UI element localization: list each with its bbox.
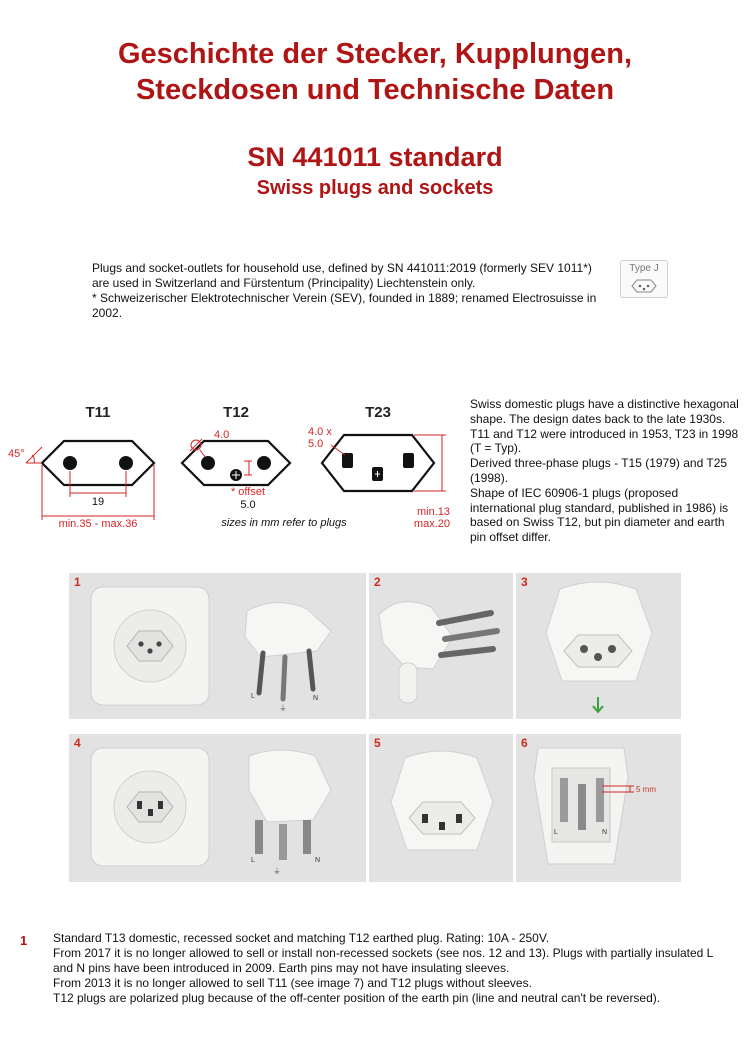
panel-number: 2	[374, 575, 381, 589]
pin-spacing-label: 19	[91, 496, 105, 508]
photo-panel-1	[69, 573, 366, 719]
note-text	[53, 931, 713, 1006]
standard-heading: SN 441011 standard	[247, 142, 503, 172]
note-line-1: Standard T13 domestic, recessed socket and matching T12 earthed plug. Rating: 10A - 250V.	[53, 931, 550, 945]
page-title-line2: Steckdosen und Technische Daten	[135, 74, 615, 106]
pin-label-n: N	[315, 857, 321, 864]
flat-pin-size-a: 4.0 x	[308, 426, 332, 438]
t11-plug-outline	[42, 441, 154, 485]
panel-number: 6	[521, 736, 528, 750]
panel-number: 1	[74, 575, 81, 589]
note-line-4: T12 plugs are polarized plug because of the off-center position of the earth pin (line and neutral can't be reversed).	[53, 991, 661, 1005]
side-paragraph-1: Swiss domestic plugs have a distinctive hexagonal shape. The design dates back to the late 1930s. T11 and T12 were introduced in 1953, T23 in 1998 (T = Typ).	[470, 397, 739, 456]
panel-number: 4	[74, 736, 81, 750]
pin-label-earth: ⏚	[279, 704, 287, 713]
flat-pin-size-b: 5.0	[308, 438, 324, 450]
photo-panel-2	[369, 573, 513, 719]
measure-label: 5 mm	[636, 785, 656, 794]
intro-text	[92, 261, 597, 321]
photo-grid	[69, 573, 681, 882]
intro-paragraph-2: * Schweizerischer Elektrotechnischer Verein (SEV), founded in 1889; renamed Electrosuisse in 2002.	[92, 291, 597, 320]
pin-diameter-label: 4.0	[214, 429, 230, 441]
pin-label-n: N	[602, 829, 608, 836]
side-paragraph-3: Shape of IEC 60906-1 plugs (proposed international plug standard, published in 1986) is based on Swiss T12, but pin diameter and earth pin offset differ.	[470, 485, 729, 545]
note-number: 1	[20, 933, 28, 948]
label-t12: T12	[223, 404, 249, 421]
panel-number: 5	[374, 736, 381, 750]
height-min-label: min.13	[416, 506, 450, 518]
pin-label-n: N	[313, 695, 319, 702]
label-t11: T11	[85, 404, 111, 421]
note-line-3: From 2013 it is no longer allowed to sell T11 (see image 7) and T12 plugs without sleeves.	[53, 976, 532, 990]
height-max-label: max.20	[413, 518, 450, 530]
note-line-2: From 2017 it is no longer allowed to sell or install non-recessed sockets (see nos. 12 and 13). Plugs with partially insulated L and N pins have been introduced in 2009. Earth pins may not have insulating sleeves.	[53, 946, 713, 975]
offset-note: * offset	[230, 486, 266, 498]
offset-value: 5.0	[240, 499, 256, 511]
photo-panel-4	[69, 734, 366, 882]
side-description	[470, 397, 742, 545]
pin-label-earth: ⏚	[273, 867, 281, 876]
pin-label-l: L	[251, 857, 255, 864]
subtitle: Swiss plugs and sockets	[256, 177, 494, 199]
pin-label-l: L	[554, 829, 558, 836]
angle-label: 45°	[8, 448, 25, 460]
type-j-label: Type J	[629, 263, 659, 274]
plug-dimension-diagram	[0, 395, 462, 535]
t12-plug-outline	[182, 441, 290, 485]
photo-panel-5	[369, 734, 513, 882]
t23-plug-outline	[322, 435, 434, 491]
label-t23: T23	[365, 404, 391, 421]
type-j-badge	[620, 260, 668, 298]
width-range-label: min.35 - max.36	[58, 518, 138, 530]
side-paragraph-2: Derived three-phase plugs - T15 (1979) and T25 (1998).	[470, 456, 728, 485]
diagram-caption: sizes in mm refer to plugs	[221, 517, 347, 529]
pin-label-l: L	[251, 693, 255, 700]
panel-number: 3	[521, 575, 528, 589]
photo-panel-3	[516, 573, 681, 719]
intro-paragraph-1: Plugs and socket-outlets for household use, defined by SN 441011:2019 (formerly SEV 1011*) are used in Switzerland and Fürstentum (Principality) Liechtenstein only.	[92, 261, 592, 290]
page-title-line1: Geschichte der Stecker, Kupplungen,	[117, 38, 633, 70]
photo-panel-6	[516, 734, 681, 882]
